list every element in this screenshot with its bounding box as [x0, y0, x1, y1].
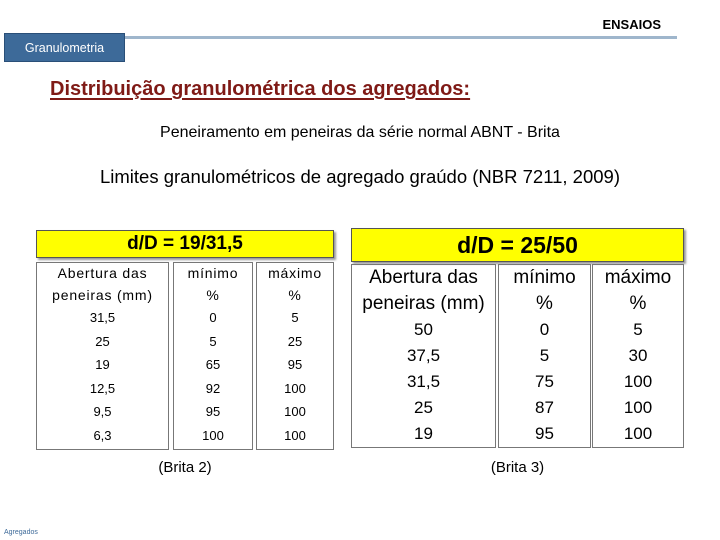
table-cell: 65 [205, 357, 221, 373]
column-header: mínimo [187, 265, 239, 281]
table-cell: 5 [539, 346, 550, 365]
column-abertura [351, 265, 496, 447]
table-cell: 100 [623, 398, 653, 417]
column-minimo [498, 265, 591, 447]
column-header: peneiras (mm) [52, 287, 153, 303]
page-title: Distribuição granulométrica dos agregados: [50, 78, 471, 100]
table-note-brita-2: (Brita 2) [158, 459, 212, 476]
table-cell: 19 [95, 357, 110, 373]
table-cell: 100 [623, 424, 653, 443]
table-cell: 100 [623, 372, 653, 391]
table-cell: 9,5 [93, 404, 112, 420]
section-label: ENSAIOS [602, 17, 661, 32]
column-header: Abertura das [57, 265, 148, 281]
table-cell: 0 [209, 310, 217, 325]
subtitle: Peneiramento em peneiras da série normal ABNT - Brita [160, 124, 560, 141]
table-cell: 100 [202, 427, 224, 443]
table-cell: 100 [284, 380, 306, 396]
table-cell: 95 [287, 357, 303, 373]
column-header: % [629, 293, 647, 314]
column-header: % [288, 287, 302, 303]
table-note-brita-3: (Brita 3) [490, 459, 545, 476]
limits-title: Limites granulométricos de agregado graúdo (NBR 7211, 2009) [99, 166, 620, 187]
column-header: peneiras (mm) [362, 293, 485, 314]
column-minimo [173, 262, 253, 448]
column-header: mínimo [513, 267, 576, 288]
table-cell: 95 [205, 404, 221, 420]
table-cell: 50 [414, 320, 433, 339]
table-cell: 30 [628, 346, 648, 365]
column-header: Abertura das [369, 267, 478, 288]
column-header: % [206, 287, 220, 303]
table-cell: 100 [284, 427, 306, 443]
table-cell: 12,5 [89, 380, 116, 396]
column-maximo [256, 262, 334, 448]
table-cell: 25 [287, 333, 303, 349]
column-header: % [536, 293, 553, 314]
footer-label: Agregados [4, 529, 38, 536]
table-cell: 5 [209, 333, 217, 349]
table-cell: 75 [535, 372, 554, 391]
table-cell: 95 [535, 424, 554, 443]
table-cell: 19 [414, 424, 433, 443]
table-cell: 31,5 [89, 310, 116, 325]
table-title-brita-3: d/D = 25/50 [351, 228, 684, 262]
table-cell: 87 [535, 398, 554, 417]
column-header: máximo [268, 265, 322, 281]
table-cell: 92 [205, 380, 221, 396]
table-cell: 25 [414, 398, 433, 417]
table-cell: 37,5 [406, 346, 441, 365]
table-cell: 31,5 [406, 372, 441, 391]
column-abertura [36, 262, 169, 448]
tab-granulometria[interactable]: Granulometria [4, 33, 125, 62]
table-cell: 5 [291, 310, 299, 325]
table-cell: 100 [284, 404, 306, 420]
table-cell: 0 [539, 320, 550, 339]
table-cell: 5 [633, 320, 643, 339]
table-title-brita-2: d/D = 19/31,5 [36, 230, 334, 258]
table-cell: 25 [95, 333, 110, 349]
column-maximo [592, 265, 684, 447]
table-cell: 6,3 [93, 427, 112, 443]
column-header: máximo [604, 267, 672, 288]
